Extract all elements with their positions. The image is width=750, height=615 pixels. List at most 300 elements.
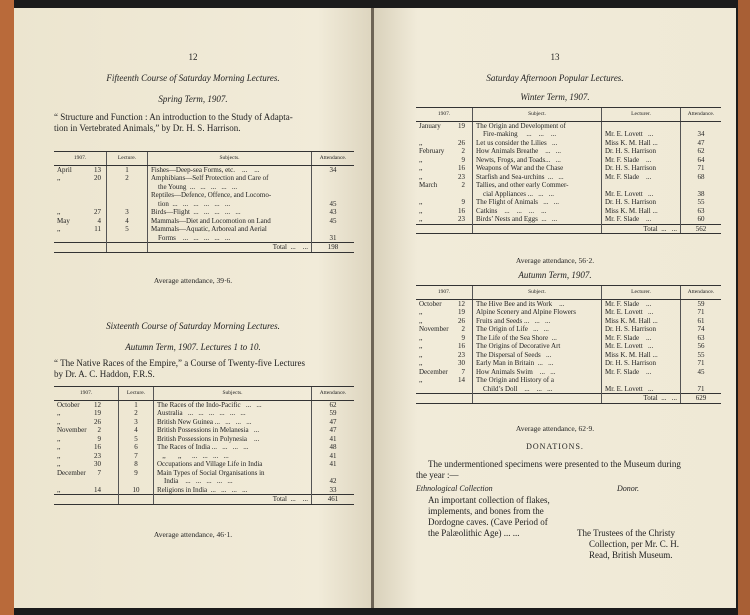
date-cell xyxy=(54,400,119,409)
popular-lectures-heading: Saturday Afternoon Popular Lectures. xyxy=(486,73,624,83)
table-row xyxy=(416,121,721,130)
book-edge-left xyxy=(0,0,14,615)
course1-intro-line1: “ Structure and Function : An introduction to the Study of Adapta- xyxy=(54,112,293,122)
subject-cell: Religions in India ... ... ... ... xyxy=(154,486,312,495)
donations-intro-line2: the year :— xyxy=(416,470,459,480)
autumn-header-row xyxy=(416,286,721,300)
lecturer-cell: Dr. H. S. Harrison xyxy=(602,359,681,368)
table-row xyxy=(54,409,354,418)
date-day: 14 xyxy=(458,376,465,384)
col-attendance: Attendance. xyxy=(681,286,722,300)
attendance-cell: 41 xyxy=(312,435,355,444)
attendance-cell xyxy=(312,191,355,200)
date-day: 11 xyxy=(94,225,101,233)
date-month: ,, xyxy=(57,485,61,494)
table-row xyxy=(54,208,354,217)
date-month: ,, xyxy=(419,155,423,164)
date-day: 9 xyxy=(97,434,101,443)
date-cell xyxy=(416,164,473,173)
table-row xyxy=(416,342,721,351)
lecturer-cell: Mr. E. Lovett ... xyxy=(602,308,681,317)
lecture-number: 4 xyxy=(119,426,154,435)
date-month: ,, xyxy=(57,460,61,468)
subject-cell: Early Man in Britain ... ... xyxy=(473,359,602,368)
subject-cell: Australia ... ... ... ... ... ... xyxy=(154,409,312,418)
date-cell xyxy=(416,342,473,351)
autumn-term: Autumn Term, 1907. xyxy=(518,270,592,280)
date-month: ,, xyxy=(57,417,61,426)
attendance-cell: 62 xyxy=(681,147,722,156)
lecturer-cell: Mr. F. Slade ... xyxy=(602,156,681,165)
total-spacer xyxy=(473,394,602,404)
col-subject: Subject. xyxy=(473,286,602,300)
course2-intro xyxy=(54,358,354,380)
col-attendance: Attendance. xyxy=(312,387,355,401)
date-day: 20 xyxy=(94,174,101,182)
table-row xyxy=(416,164,721,173)
col-lecture: Lecture. xyxy=(119,387,154,401)
attendance-cell: 47 xyxy=(312,426,355,435)
lecture-number xyxy=(107,234,148,243)
lecture-number: 3 xyxy=(119,418,154,427)
table-row xyxy=(54,165,354,174)
course1-intro xyxy=(54,112,354,134)
subject-cell: Fishes—Deep-sea Forms, etc. ... ... xyxy=(148,165,312,174)
date-month: ,, xyxy=(57,434,61,443)
col-lecturer: Lecturer. xyxy=(602,108,681,122)
date-cell xyxy=(54,435,119,444)
date-day: 13 xyxy=(94,165,101,174)
attendance-cell: 59 xyxy=(681,299,722,308)
book-edge-right xyxy=(738,0,750,615)
subject-cell: The Life of the Sea Shore ... xyxy=(473,334,602,343)
lecturer-cell: Dr. H. S. Harrison xyxy=(602,325,681,334)
table-row xyxy=(416,207,721,216)
date-cell xyxy=(54,452,119,461)
table-row xyxy=(416,359,721,368)
attendance-cell: 63 xyxy=(681,334,722,343)
date-month: ,, xyxy=(57,409,61,417)
date-day: 16 xyxy=(458,206,465,215)
date-month: ,, xyxy=(57,225,61,233)
col-year: 1907. xyxy=(54,387,119,401)
donation-donor-line3: Read, British Museum. xyxy=(589,550,673,560)
table-row xyxy=(416,198,721,207)
table-row xyxy=(54,426,354,435)
date-day: 19 xyxy=(458,121,465,130)
date-cell xyxy=(54,426,119,435)
attendance-cell: 48 xyxy=(312,443,355,452)
total-spacer xyxy=(416,224,473,234)
subject-cell: Tallies, and other early Commer- xyxy=(473,181,602,190)
subject-cell: Child’s Doll ... ... ... xyxy=(473,385,602,394)
date-cell xyxy=(416,351,473,360)
date-month: February xyxy=(419,147,445,155)
course2-intro-line1: “ The Native Races of the Empire,” a Course of Twenty-five Lectures xyxy=(54,358,305,368)
date-cell xyxy=(416,385,473,394)
winter-term: Winter Term, 1907. xyxy=(520,92,590,102)
course2-heading: Sixteenth Course of Saturday Morning Lectures. xyxy=(106,321,280,331)
date-day: 16 xyxy=(458,164,465,172)
table-row xyxy=(54,486,354,495)
attendance-cell: 47 xyxy=(681,139,722,148)
table-row xyxy=(54,174,354,183)
subject-cell: cial Appliances ... ... ... xyxy=(473,190,602,199)
table-row xyxy=(54,400,354,409)
date-day: 9 xyxy=(461,333,465,342)
lecture-number xyxy=(107,191,148,200)
col-subjects: Subjects. xyxy=(154,387,312,401)
date-day: 12 xyxy=(94,400,101,409)
date-month: October xyxy=(57,400,80,409)
course2-average: Average attendance, 46·1. xyxy=(153,530,233,539)
total-row xyxy=(416,224,721,234)
course2-term: Autumn Term, 1907. Lectures 1 to 10. xyxy=(125,342,261,352)
table-row xyxy=(54,191,354,200)
donation-item-line2: implements, and bones from the xyxy=(428,506,544,516)
subject-cell: Reptiles—Defence, Offence, and Locomo- xyxy=(148,191,312,200)
date-month: ,, xyxy=(419,198,423,206)
date-month: March xyxy=(419,181,438,189)
date-month: October xyxy=(419,299,442,308)
date-day: 30 xyxy=(458,359,465,367)
lecture-number xyxy=(107,183,148,192)
date-month: ,, xyxy=(57,451,61,460)
winter-average: Average attendance, 56·2. xyxy=(515,256,595,265)
lecture-number: 4 xyxy=(107,217,148,226)
attendance-cell: 56 xyxy=(681,342,722,351)
subject-cell: Catkins ... ... ... ... xyxy=(473,207,602,216)
donations-intro xyxy=(416,459,721,481)
date-cell xyxy=(54,200,107,209)
page-number-right: 13 xyxy=(550,52,560,62)
lecture-number: 9 xyxy=(119,469,154,478)
date-day: 2 xyxy=(461,147,465,155)
date-day: 23 xyxy=(458,350,465,359)
date-month: January xyxy=(419,121,441,130)
lecture-number: 5 xyxy=(119,435,154,444)
col-subject: Subject. xyxy=(473,108,602,122)
date-cell xyxy=(54,234,107,243)
course1-term: Spring Term, 1907. xyxy=(158,94,228,104)
course1-table xyxy=(54,151,354,253)
date-day: 16 xyxy=(458,342,465,350)
attendance-cell: 45 xyxy=(312,217,355,226)
attendance-cell: 55 xyxy=(681,351,722,360)
table-row xyxy=(416,156,721,165)
attendance-cell xyxy=(681,121,722,130)
table-row xyxy=(416,325,721,334)
date-cell xyxy=(54,477,119,486)
date-day: 9 xyxy=(461,155,465,164)
total-value: 562 xyxy=(681,224,722,234)
date-cell xyxy=(416,215,473,224)
lecture-number: 1 xyxy=(119,400,154,409)
attendance-cell: 74 xyxy=(681,325,722,334)
lecturer-cell: Miss K. M. Hall ... xyxy=(602,207,681,216)
subject-cell: tion ... ... ... ... ... ... xyxy=(148,200,312,209)
table-row xyxy=(54,183,354,192)
col-lecturer: Lecturer. xyxy=(602,286,681,300)
table-row xyxy=(54,217,354,226)
date-cell xyxy=(54,191,107,200)
table-row xyxy=(416,368,721,377)
attendance-cell: 41 xyxy=(312,460,355,469)
date-day: 12 xyxy=(458,299,465,308)
winter-header-row xyxy=(416,108,721,122)
date-cell xyxy=(416,207,473,216)
date-month: ,, xyxy=(419,350,423,359)
course1-header-row xyxy=(54,152,354,166)
date-cell xyxy=(416,359,473,368)
subject-cell: British New Guinea ... ... ... ... xyxy=(154,418,312,427)
col-year: 1907. xyxy=(54,152,107,166)
table-row xyxy=(416,181,721,190)
lecturer-cell xyxy=(602,121,681,130)
subject-cell: Let us consider the Lilies ... xyxy=(473,139,602,148)
subject-cell: Weapons of War and the Chase xyxy=(473,164,602,173)
date-cell xyxy=(54,183,107,192)
donation-item xyxy=(428,495,578,539)
attendance-cell: 60 xyxy=(681,215,722,224)
attendance-cell: 45 xyxy=(312,200,355,209)
total-label: Total ... ... xyxy=(154,495,312,505)
col-lecture: Lecture. xyxy=(107,152,148,166)
table-row xyxy=(416,139,721,148)
total-spacer xyxy=(416,394,473,404)
table-row xyxy=(416,308,721,317)
table-row xyxy=(54,200,354,209)
date-cell xyxy=(54,469,119,478)
attendance-cell xyxy=(681,181,722,190)
date-day: 16 xyxy=(94,443,101,451)
autumn-table xyxy=(416,285,721,404)
table-row xyxy=(54,460,354,469)
attendance-cell: 33 xyxy=(312,486,355,495)
date-day: 30 xyxy=(94,460,101,468)
attendance-cell: 55 xyxy=(681,198,722,207)
donation-item-line1: An important collection of flakes, xyxy=(428,495,550,505)
attendance-cell: 31 xyxy=(312,234,355,243)
date-day: 27 xyxy=(94,208,101,216)
subject-cell: How Animals Breathe ... ... xyxy=(473,147,602,156)
subject-cell: British Possessions in Polynesia ... xyxy=(154,435,312,444)
date-cell xyxy=(54,217,107,226)
date-day: 26 xyxy=(458,316,465,325)
lecturer-cell: Mr. E. Lovett ... xyxy=(602,342,681,351)
course2-intro-line2: by Dr. A. C. Haddon, F.R.S. xyxy=(54,369,155,379)
attendance-cell xyxy=(681,376,722,385)
attendance-cell: 42 xyxy=(312,477,355,486)
table-row xyxy=(416,190,721,199)
total-spacer xyxy=(54,495,119,505)
table-row xyxy=(416,351,721,360)
lecturer-cell: Mr. E. Lovett ... xyxy=(602,385,681,394)
subject-cell: Starfish and Sea-urchins ... ... xyxy=(473,173,602,182)
page-number-left: 12 xyxy=(188,52,198,62)
total-value: 198 xyxy=(312,243,355,253)
lecture-number xyxy=(107,200,148,209)
attendance-cell: 59 xyxy=(312,409,355,418)
subject-cell: Occupations and Village Life in India xyxy=(154,460,312,469)
lecturer-cell xyxy=(602,376,681,385)
lecture-number: 2 xyxy=(107,174,148,183)
table-row xyxy=(54,443,354,452)
right-page xyxy=(374,8,736,608)
donation-donor xyxy=(577,528,727,561)
subject-cell: The Dispersal of Seeds ... xyxy=(473,351,602,360)
date-cell xyxy=(416,198,473,207)
date-cell xyxy=(54,174,107,183)
lecturer-cell: Mr. F. Slade ... xyxy=(602,173,681,182)
subject-cell: The Races of India ... ... ... ... xyxy=(154,443,312,452)
date-month: ,, xyxy=(419,215,423,223)
date-month: ,, xyxy=(419,342,423,350)
course2-header-row xyxy=(54,387,354,401)
attendance-cell: 34 xyxy=(681,130,722,139)
date-day: 23 xyxy=(458,215,465,223)
table-row xyxy=(416,173,721,182)
date-cell xyxy=(416,376,473,385)
subject-cell: Fire-making ... ... ... xyxy=(473,130,602,139)
total-label: Total ... ... xyxy=(148,243,312,253)
date-cell xyxy=(416,156,473,165)
total-label: Total ... ... xyxy=(602,394,681,404)
attendance-cell: 38 xyxy=(681,190,722,199)
subject-cell: Fruits and Seeds ... ... ... xyxy=(473,317,602,326)
lecture-number: 6 xyxy=(119,443,154,452)
date-cell xyxy=(416,173,473,182)
subject-cell: The Origin and Development of xyxy=(473,121,602,130)
date-cell xyxy=(416,139,473,148)
attendance-cell: 71 xyxy=(681,308,722,317)
date-day: 14 xyxy=(94,485,101,494)
total-spacer xyxy=(119,495,154,505)
donations-heading: DONATIONS. xyxy=(526,442,584,451)
total-value: 629 xyxy=(681,394,722,404)
date-day: 26 xyxy=(458,138,465,147)
date-day: 23 xyxy=(458,172,465,181)
total-row xyxy=(416,394,721,404)
date-day: 2 xyxy=(97,426,101,434)
date-cell xyxy=(54,165,107,174)
table-row xyxy=(416,130,721,139)
date-month: ,, xyxy=(419,206,423,215)
date-cell xyxy=(416,368,473,377)
table-row xyxy=(416,299,721,308)
date-day: 19 xyxy=(458,308,465,316)
date-month: ,, xyxy=(57,443,61,451)
course1-average: Average attendance, 39·6. xyxy=(153,276,233,285)
subject-cell: British Possessions in Melanesia ... xyxy=(154,426,312,435)
lecturer-cell: Mr. F. Slade ... xyxy=(602,334,681,343)
total-row xyxy=(54,243,354,253)
lecturer-cell: Mr. F. Slade ... xyxy=(602,368,681,377)
course2-table xyxy=(54,386,354,505)
date-cell xyxy=(54,460,119,469)
date-cell xyxy=(416,325,473,334)
date-cell xyxy=(54,418,119,427)
subject-cell: Birds’ Nests and Eggs ... ... xyxy=(473,215,602,224)
donation-donor-line2: Collection, per Mr. C. H. xyxy=(589,539,679,549)
donation-item-line3: Dordogne caves. (Cave Period of xyxy=(428,517,548,527)
date-month: ,, xyxy=(419,316,423,325)
subject-cell: the Young ... ... ... ... ... xyxy=(148,183,312,192)
date-month: ,, xyxy=(419,172,423,181)
date-cell xyxy=(416,299,473,308)
table-row xyxy=(416,215,721,224)
subject-cell: ,, ,, ... ... ... ... xyxy=(154,452,312,461)
table-row xyxy=(416,334,721,343)
table-row xyxy=(54,435,354,444)
lecturer-cell: Mr. F. Slade ... xyxy=(602,299,681,308)
table-row xyxy=(54,418,354,427)
total-spacer xyxy=(473,224,602,234)
table-row xyxy=(416,317,721,326)
subject-cell: Amphibians—Self Protection and Care of xyxy=(148,174,312,183)
autumn-average: Average attendance, 62·9. xyxy=(515,424,595,433)
date-day: 26 xyxy=(94,417,101,426)
ethnological-collection-label: Ethnological Collection xyxy=(416,484,493,493)
col-year: 1907. xyxy=(416,286,473,300)
donations-intro-line1: The undermentioned specimens were presented to the Museum during xyxy=(428,459,681,469)
lecturer-cell: Dr. H. S. Harrison xyxy=(602,164,681,173)
date-month: December xyxy=(419,367,448,376)
attendance-cell xyxy=(312,183,355,192)
total-value: 461 xyxy=(312,495,355,505)
date-month: ,, xyxy=(419,138,423,147)
total-spacer xyxy=(107,243,148,253)
table-row xyxy=(416,376,721,385)
lecturer-cell: Dr. H. S. Harrison xyxy=(602,198,681,207)
date-cell xyxy=(416,190,473,199)
lecture-number: 3 xyxy=(107,208,148,217)
date-day: 4 xyxy=(97,216,101,225)
date-day: 7 xyxy=(461,367,465,376)
date-cell xyxy=(54,225,107,234)
lecturer-cell: Mr. F. Slade ... xyxy=(602,215,681,224)
date-month: November xyxy=(57,426,87,434)
date-cell xyxy=(54,409,119,418)
subject-cell: Birds—Flight ... ... ... ... ... xyxy=(148,208,312,217)
donation-donor-line1: The Trustees of the Christy xyxy=(577,528,675,538)
table-row xyxy=(416,385,721,394)
course1-intro-line2: tion in Vertebrated Animals,” by Dr. H. S. Harrison. xyxy=(54,123,241,133)
winter-table xyxy=(416,107,721,234)
attendance-cell: 41 xyxy=(312,452,355,461)
attendance-cell xyxy=(312,174,355,183)
date-month: May xyxy=(57,216,70,225)
attendance-cell: 68 xyxy=(681,173,722,182)
date-month: ,, xyxy=(419,164,423,172)
lecturer-cell: Miss K. M. Hall ... xyxy=(602,317,681,326)
lecturer-cell: Miss K. M. Hall ... xyxy=(602,139,681,148)
subject-cell: Forms ... ... ... ... ... xyxy=(148,234,312,243)
lecturer-cell: Mr. E. Lovett ... xyxy=(602,190,681,199)
table-row xyxy=(54,477,354,486)
date-cell xyxy=(416,130,473,139)
attendance-cell: 71 xyxy=(681,385,722,394)
subject-cell: The Origin and History of a xyxy=(473,376,602,385)
subject-cell: The Races of the Indo-Pacific ... ... xyxy=(154,400,312,409)
subject-cell: Newts, Frogs, and Toads... ... xyxy=(473,156,602,165)
date-month: ,, xyxy=(419,333,423,342)
col-attendance: Attendance. xyxy=(312,152,355,166)
attendance-cell: 63 xyxy=(681,207,722,216)
date-cell xyxy=(416,334,473,343)
donor-label: Donor. xyxy=(617,484,640,493)
date-month: ,, xyxy=(57,174,61,182)
